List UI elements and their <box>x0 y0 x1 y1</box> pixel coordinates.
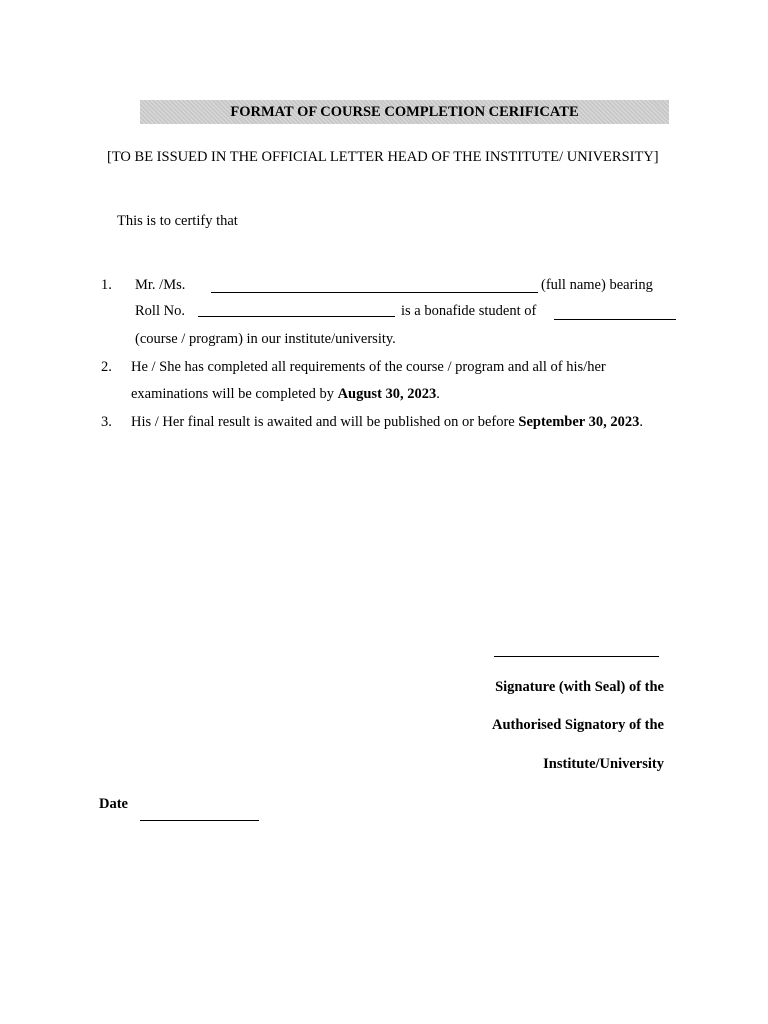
item-1-number: 1. <box>101 277 112 293</box>
item-3-prefix: His / Her final result is awaited and will be published on or before <box>131 414 515 430</box>
result-date: September 30, 2023 <box>518 414 640 430</box>
full-name-blank <box>211 292 538 293</box>
full-name-suffix: (full name) bearing <box>541 277 653 293</box>
certificate-title: FORMAT OF COURSE COMPLETION CERIFICATE <box>230 103 579 120</box>
salutation-label: Mr. /Ms. <box>135 277 186 293</box>
item-3-line <box>131 414 643 431</box>
signature-caption-3: Institute/University <box>543 756 664 772</box>
item-2-line2-prefix: examinations will be completed by <box>131 386 334 402</box>
signature-caption-1: Signature (with Seal) of the <box>495 679 664 695</box>
item-3-suffix: . <box>639 414 643 430</box>
letterhead-instruction: [TO BE ISSUED IN THE OFFICIAL LETTER HEAD OF THE INSTITUTE/ UNIVERSITY] <box>107 149 659 165</box>
item-3-number: 3. <box>101 414 112 430</box>
item-2-number: 2. <box>101 359 112 375</box>
bonafide-text: is a bonafide student of <box>401 303 537 319</box>
item-2-line2-suffix: . <box>436 386 440 402</box>
title-banner <box>140 100 669 124</box>
intro-text: This is to certify that <box>117 213 238 229</box>
completion-date: August 30, 2023 <box>337 386 437 402</box>
date-label: Date <box>99 796 128 812</box>
signature-line <box>494 656 659 657</box>
signature-caption-2: Authorised Signatory of the <box>492 717 664 733</box>
course-blank <box>554 319 676 320</box>
item-2-line1: He / She has completed all requirements of the course / program and all of his/her <box>131 359 606 375</box>
roll-number-blank <box>198 316 395 317</box>
roll-number-label: Roll No. <box>135 303 185 319</box>
date-blank <box>140 820 259 821</box>
course-text: (course / program) in our institute/university. <box>135 331 396 347</box>
item-2-line2 <box>131 386 440 403</box>
